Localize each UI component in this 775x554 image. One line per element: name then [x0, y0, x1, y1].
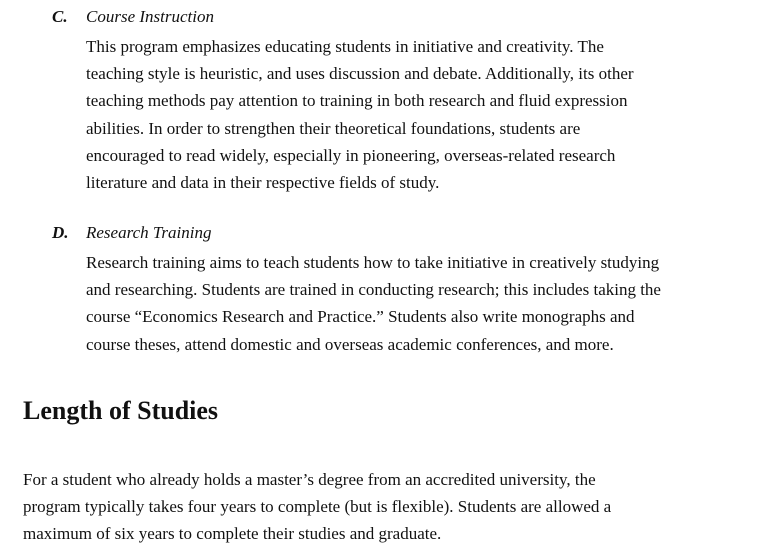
section-title: Course Instruction	[86, 7, 214, 26]
section-body	[86, 33, 752, 196]
text-line: literature and data in their respective fields of study.	[86, 173, 440, 193]
section-letter: C.	[52, 7, 68, 26]
text-line: course “Economics Research and Practice.” Students also write monographs and	[86, 307, 635, 327]
section-heading	[52, 223, 752, 243]
text-line: program typically takes four years to complete (but is flexible). Students are allowed a	[23, 497, 612, 517]
text-line: This program emphasizes educating students in initiative and creativity. The	[86, 37, 604, 56]
text-line: Research training aims to teach students how to take initiative in creatively studying	[86, 253, 660, 272]
section-heading	[52, 7, 752, 27]
text-line: For a student who already holds a master’s degree from an accredited university, the	[23, 470, 596, 489]
text-line: teaching methods pay attention to training in both research and fluid expression	[86, 91, 628, 111]
text-line: abilities. In order to strengthen their theoretical foundations, students are	[86, 118, 581, 138]
length-of-studies-heading: Length of Studies	[23, 396, 219, 425]
section-course-instruction	[52, 7, 752, 196]
text-line: course theses, attend domestic and overseas academic conferences, and more.	[86, 334, 614, 354]
text-line: encouraged to read widely, especially in pioneering, overseas-related research	[86, 145, 616, 165]
section-letter: D.	[52, 223, 69, 242]
text-line: maximum of six years to complete their studies and graduate.	[23, 524, 442, 544]
section-body	[86, 249, 752, 358]
text-line: and researching. Students are trained in conducting research; this includes taking the	[86, 280, 661, 300]
text-line: teaching style is heuristic, and uses discussion and debate. Additionally, its other	[86, 64, 634, 84]
length-of-studies-paragraph	[23, 466, 763, 548]
section-title: Research Training	[86, 223, 212, 242]
section-research-training	[52, 223, 752, 358]
